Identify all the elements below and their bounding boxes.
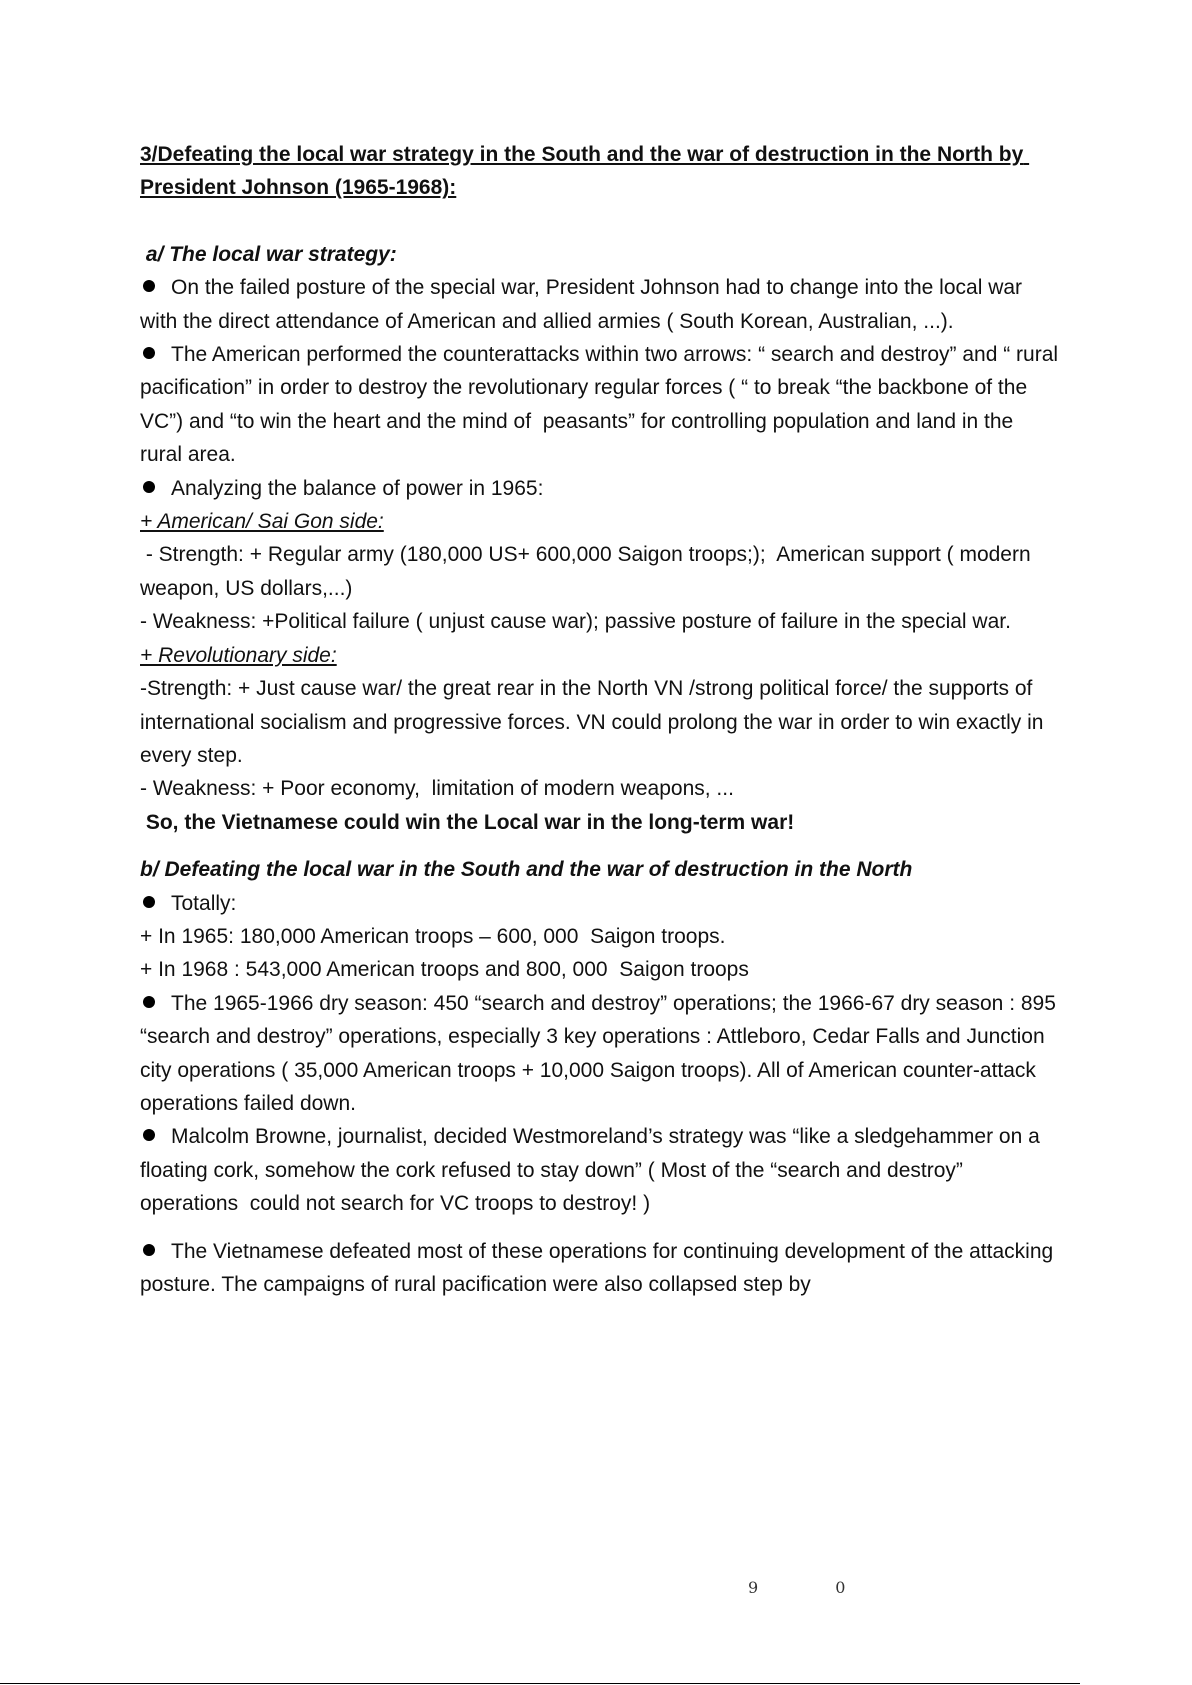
bullet-item: Totally: xyxy=(140,887,1060,920)
section-title: 3/Defeating the local war strategy in the South and the war of destruction in the North by President Johnson (1965-1968): xyxy=(140,143,1030,200)
revolutionary-strength: -Strength: + Just cause war/ the great rear in the North VN /strong political force/ the supports of international socialism and progressive forces. VN could prolong the war in order to win exactly in every step. xyxy=(140,677,1050,767)
bullet-item: On the failed posture of the special war, President Johnson had to change into the local war with the direct attendance of American and allied armies ( South Korean, Australian, ...). xyxy=(140,276,1028,333)
bullet-icon xyxy=(143,1244,155,1256)
bullet-item: The American performed the counterattacks within two arrows: “ search and destroy” and “ rural pacification” in order to destroy the revolutionary regular forces ( “ to break “the backbone of the VC”) and “to win the heart and the mind of peasants” for controlling population and land in the rural area. xyxy=(140,343,1064,467)
american-side-label: + American/ Sai Gon side: xyxy=(140,510,384,534)
bullet-item: Malcolm Browne, journalist, decided Westmoreland’s strategy was “like a sledgehammer on a floating cork, somehow the cork refused to stay down” ( Most of the “search and destroy” operations could not search for VC troops to destroy! ) xyxy=(140,1125,1046,1216)
page-number: 9 0 xyxy=(748,1578,882,1597)
page-bottom-rule xyxy=(0,1683,1080,1684)
troops-1965: + In 1965: 180,000 American troops – 600, 000 Saigon troops. xyxy=(140,924,726,948)
subheading-a: a/ The local war strategy: xyxy=(140,242,397,266)
bullet-icon xyxy=(143,1129,155,1141)
bullet-icon xyxy=(143,347,155,359)
american-weakness: - Weakness: +Political failure ( unjust cause war); passive posture of failure in the special war. xyxy=(140,610,1011,634)
revolutionary-side-label: + Revolutionary side: xyxy=(140,643,337,667)
bullet-icon xyxy=(143,996,155,1008)
bullet-icon xyxy=(143,280,155,292)
subheading-b: b/ Defeating the local war in the South and the war of destruction in the North xyxy=(140,858,913,882)
revolutionary-weakness: - Weakness: + Poor economy, limitation of modern weapons, ... xyxy=(140,777,734,801)
troops-1968: + In 1968 : 543,000 American troops and 800, 000 Saigon troops xyxy=(140,958,749,982)
document-page xyxy=(140,138,1064,1301)
bullet-icon xyxy=(143,896,155,908)
bullet-item: The 1965-1966 dry season: 450 “search and destroy” operations; the 1966-67 dry season : 895 “search and destroy” operations, especially 3 key operations : Attleboro, Cedar Falls and Junction city operations ( 35,000 American troops + 10,000 Saigon troops). All of American counter-attack operations failed down. xyxy=(140,991,1062,1115)
conclusion: So, the Vietnamese could win the Local war in the long-term war! xyxy=(145,810,795,834)
bullet-item: The Vietnamese defeated most of these operations for continuing development of the attacking posture. The campaigns of rural pacification were also collapsed step by xyxy=(140,1239,1060,1296)
american-strength: - Strength: + Regular army (180,000 US+ 600,000 Saigon troops;); American support ( modern weapon, US dollars,...) xyxy=(140,543,1037,600)
bullet-item: Analyzing the balance of power in 1965: xyxy=(140,472,1060,505)
bullet-icon xyxy=(143,481,155,493)
